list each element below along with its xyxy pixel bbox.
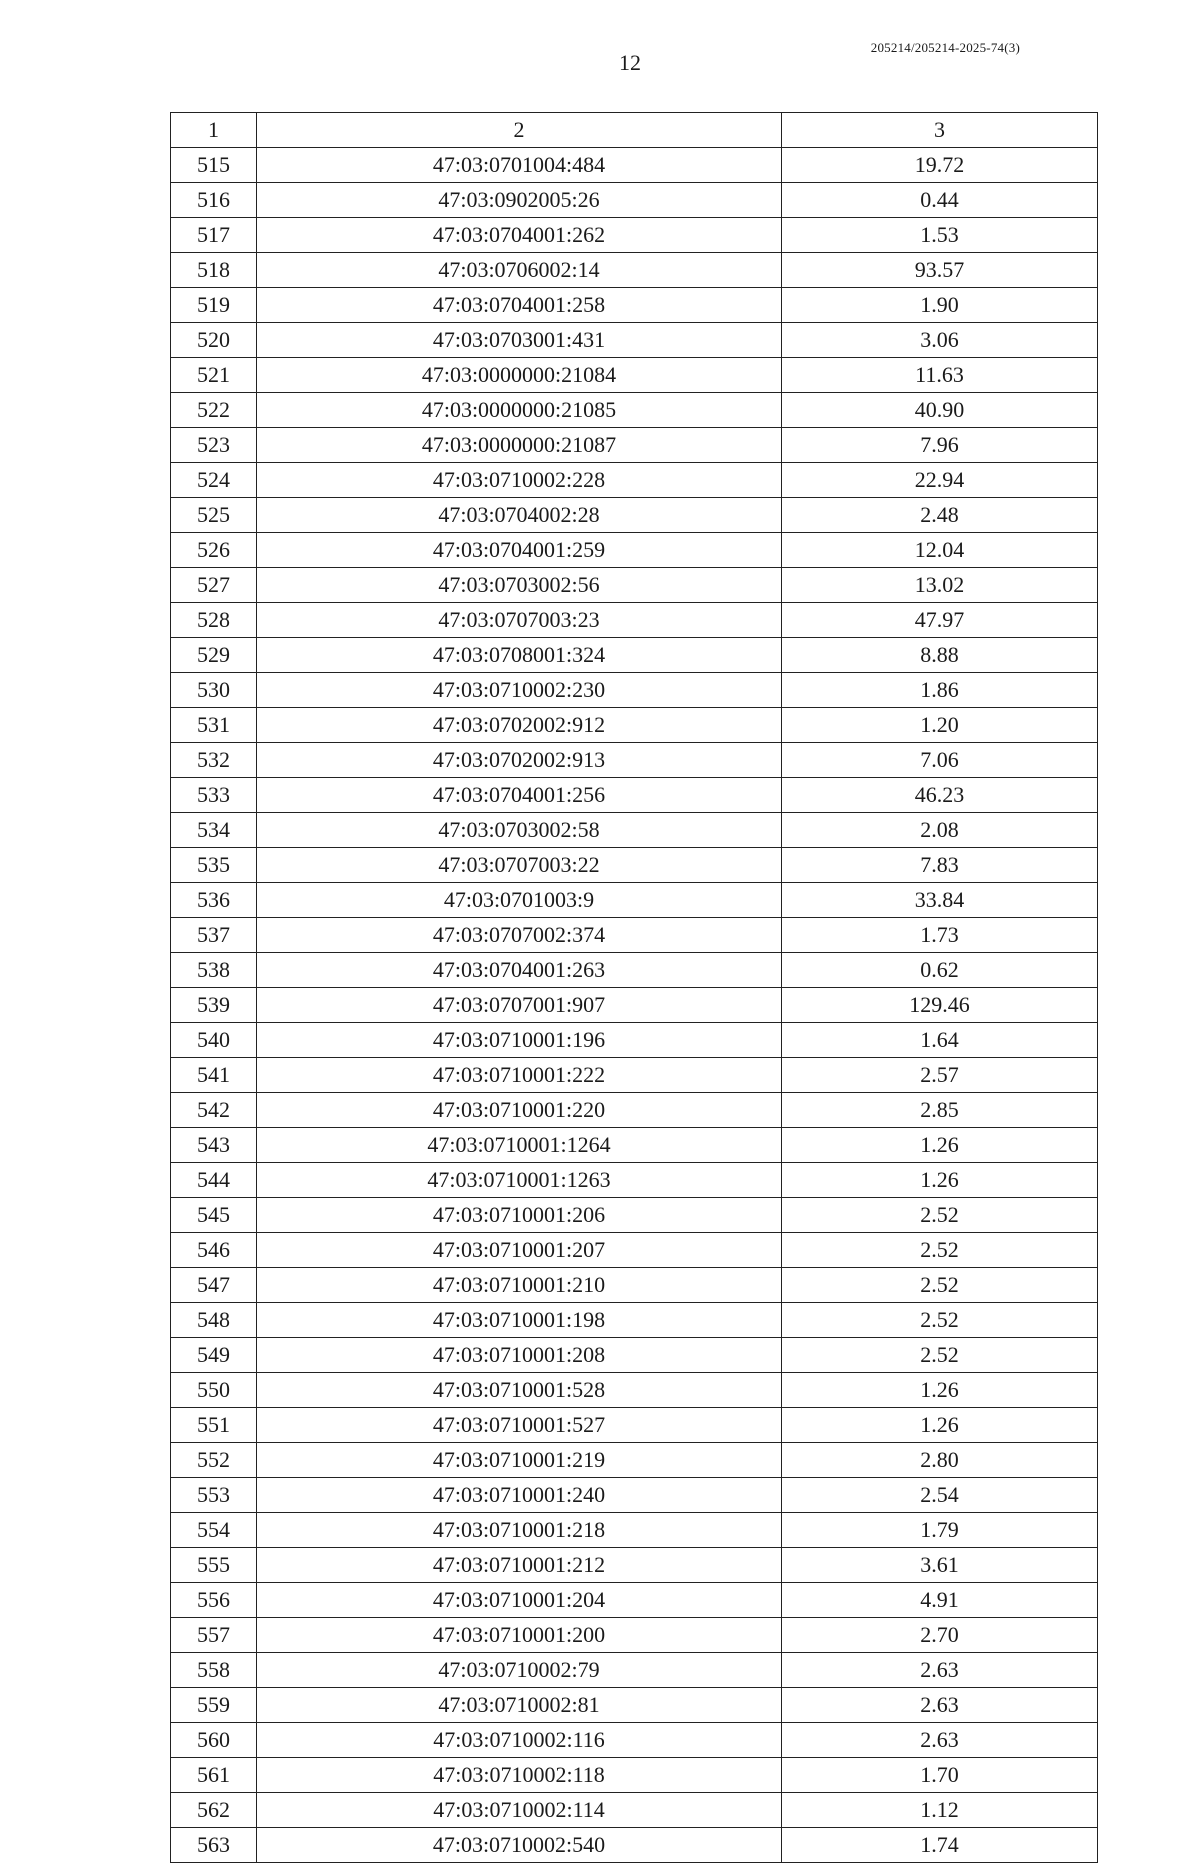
row-number-cell: 521 (171, 358, 257, 393)
value-cell: 13.02 (782, 568, 1098, 603)
table-row (171, 1373, 1098, 1408)
value-cell: 2.80 (782, 1443, 1098, 1478)
page-number: 12 (619, 50, 641, 75)
row-number-cell: 527 (171, 568, 257, 603)
value-cell: 3.06 (782, 323, 1098, 358)
cadastral-number-cell: 47:03:0710001:210 (257, 1268, 782, 1303)
cadastral-number-cell: 47:03:0707002:374 (257, 918, 782, 953)
table-row (171, 603, 1098, 638)
table-row (171, 533, 1098, 568)
table-row (171, 1268, 1098, 1303)
cadastral-number-cell: 47:03:0703001:431 (257, 323, 782, 358)
row-number-cell: 517 (171, 218, 257, 253)
value-cell: 3.61 (782, 1548, 1098, 1583)
row-number-cell: 526 (171, 533, 257, 568)
cadastral-number-cell: 47:03:0710001:1264 (257, 1128, 782, 1163)
row-number-cell: 522 (171, 393, 257, 428)
column-header-2: 2 (257, 113, 782, 148)
table-row (171, 498, 1098, 533)
table-row (171, 148, 1098, 183)
cadastral-number-cell: 47:03:0710001:212 (257, 1548, 782, 1583)
value-cell: 2.85 (782, 1093, 1098, 1128)
table-row (171, 1198, 1098, 1233)
table-row (171, 393, 1098, 428)
cadastral-number-cell: 47:03:0706002:14 (257, 253, 782, 288)
table-row (171, 848, 1098, 883)
cadastral-number-cell: 47:03:0704001:259 (257, 533, 782, 568)
row-number-cell: 559 (171, 1688, 257, 1723)
table-row (171, 1303, 1098, 1338)
table-row (171, 1828, 1098, 1863)
value-cell: 93.57 (782, 253, 1098, 288)
cadastral-number-cell: 47:03:0710001:204 (257, 1583, 782, 1618)
value-cell: 1.86 (782, 673, 1098, 708)
data-table (170, 112, 1098, 1863)
column-header-1: 1 (171, 113, 257, 148)
cadastral-number-cell: 47:03:0710002:540 (257, 1828, 782, 1863)
table-row (171, 1478, 1098, 1513)
table-row (171, 813, 1098, 848)
table-row (171, 1233, 1098, 1268)
value-cell: 2.52 (782, 1268, 1098, 1303)
row-number-cell: 519 (171, 288, 257, 323)
column-header-3: 3 (782, 113, 1098, 148)
value-cell: 0.62 (782, 953, 1098, 988)
row-number-cell: 538 (171, 953, 257, 988)
table-row (171, 253, 1098, 288)
cadastral-number-cell: 47:03:0704001:256 (257, 778, 782, 813)
row-number-cell: 553 (171, 1478, 257, 1513)
cadastral-number-cell: 47:03:0710001:206 (257, 1198, 782, 1233)
row-number-cell: 535 (171, 848, 257, 883)
row-number-cell: 562 (171, 1793, 257, 1828)
value-cell: 2.48 (782, 498, 1098, 533)
value-cell: 1.90 (782, 288, 1098, 323)
table-row (171, 708, 1098, 743)
cadastral-number-cell: 47:03:0704001:262 (257, 218, 782, 253)
table-row (171, 568, 1098, 603)
cadastral-number-cell: 47:03:0000000:21087 (257, 428, 782, 463)
cadastral-number-cell: 47:03:0710002:81 (257, 1688, 782, 1723)
value-cell: 1.74 (782, 1828, 1098, 1863)
cadastral-number-cell: 47:03:0000000:21085 (257, 393, 782, 428)
cadastral-number-cell: 47:03:0710001:219 (257, 1443, 782, 1478)
cadastral-number-cell: 47:03:0710002:79 (257, 1653, 782, 1688)
row-number-cell: 544 (171, 1163, 257, 1198)
value-cell: 47.97 (782, 603, 1098, 638)
table-row (171, 1758, 1098, 1793)
row-number-cell: 545 (171, 1198, 257, 1233)
row-number-cell: 547 (171, 1268, 257, 1303)
value-cell: 22.94 (782, 463, 1098, 498)
table-row (171, 1688, 1098, 1723)
value-cell: 1.12 (782, 1793, 1098, 1828)
value-cell: 2.57 (782, 1058, 1098, 1093)
row-number-cell: 530 (171, 673, 257, 708)
table-row (171, 358, 1098, 393)
value-cell: 2.52 (782, 1338, 1098, 1373)
value-cell: 2.52 (782, 1233, 1098, 1268)
cadastral-number-cell: 47:03:0710002:114 (257, 1793, 782, 1828)
row-number-cell: 560 (171, 1723, 257, 1758)
row-number-cell: 549 (171, 1338, 257, 1373)
value-cell: 2.52 (782, 1303, 1098, 1338)
cadastral-number-cell: 47:03:0902005:26 (257, 183, 782, 218)
value-cell: 46.23 (782, 778, 1098, 813)
row-number-cell: 551 (171, 1408, 257, 1443)
row-number-cell: 518 (171, 253, 257, 288)
cadastral-number-cell: 47:03:0710001:208 (257, 1338, 782, 1373)
cadastral-number-cell: 47:03:0707003:22 (257, 848, 782, 883)
table-row (171, 1443, 1098, 1478)
value-cell: 4.91 (782, 1583, 1098, 1618)
table-row (171, 1093, 1098, 1128)
value-cell: 12.04 (782, 533, 1098, 568)
value-cell: 7.96 (782, 428, 1098, 463)
cadastral-number-cell: 47:03:0710001:222 (257, 1058, 782, 1093)
row-number-cell: 541 (171, 1058, 257, 1093)
table-row (171, 673, 1098, 708)
row-number-cell: 552 (171, 1443, 257, 1478)
value-cell: 1.26 (782, 1373, 1098, 1408)
row-number-cell: 529 (171, 638, 257, 673)
row-number-cell: 539 (171, 988, 257, 1023)
cadastral-number-cell: 47:03:0710001:528 (257, 1373, 782, 1408)
value-cell: 1.20 (782, 708, 1098, 743)
row-number-cell: 515 (171, 148, 257, 183)
value-cell: 1.26 (782, 1128, 1098, 1163)
value-cell: 8.88 (782, 638, 1098, 673)
table-row (171, 1408, 1098, 1443)
cadastral-number-cell: 47:03:0710001:196 (257, 1023, 782, 1058)
table-row (171, 288, 1098, 323)
row-number-cell: 532 (171, 743, 257, 778)
value-cell: 1.26 (782, 1408, 1098, 1443)
row-number-cell: 540 (171, 1023, 257, 1058)
cadastral-number-cell: 47:03:0707001:907 (257, 988, 782, 1023)
table-row (171, 428, 1098, 463)
table-header-row (171, 113, 1098, 148)
row-number-cell: 558 (171, 1653, 257, 1688)
table-row (171, 323, 1098, 358)
row-number-cell: 524 (171, 463, 257, 498)
value-cell: 2.63 (782, 1688, 1098, 1723)
row-number-cell: 563 (171, 1828, 257, 1863)
value-cell: 0.44 (782, 183, 1098, 218)
cadastral-number-cell: 47:03:0703002:56 (257, 568, 782, 603)
table-row (171, 1513, 1098, 1548)
table-row (171, 1793, 1098, 1828)
row-number-cell: 534 (171, 813, 257, 848)
cadastral-number-cell: 47:03:0704001:263 (257, 953, 782, 988)
cadastral-number-cell: 47:03:0710001:220 (257, 1093, 782, 1128)
cadastral-number-cell: 47:03:0704001:258 (257, 288, 782, 323)
table-row (171, 1653, 1098, 1688)
value-cell: 7.06 (782, 743, 1098, 778)
table-row (171, 638, 1098, 673)
cadastral-number-cell: 47:03:0710002:228 (257, 463, 782, 498)
table-row (171, 743, 1098, 778)
cadastral-number-cell: 47:03:0702002:913 (257, 743, 782, 778)
table-row (171, 953, 1098, 988)
row-number-cell: 557 (171, 1618, 257, 1653)
value-cell: 7.83 (782, 848, 1098, 883)
cadastral-number-cell: 47:03:0710001:527 (257, 1408, 782, 1443)
table-row (171, 1338, 1098, 1373)
row-number-cell: 533 (171, 778, 257, 813)
row-number-cell: 525 (171, 498, 257, 533)
table-row (171, 1128, 1098, 1163)
value-cell: 1.26 (782, 1163, 1098, 1198)
row-number-cell: 537 (171, 918, 257, 953)
table-row (171, 778, 1098, 813)
cadastral-number-cell: 47:03:0708001:324 (257, 638, 782, 673)
table-row (171, 1548, 1098, 1583)
cadastral-number-cell: 47:03:0710002:118 (257, 1758, 782, 1793)
table-row (171, 1058, 1098, 1093)
row-number-cell: 523 (171, 428, 257, 463)
cadastral-number-cell: 47:03:0710001:198 (257, 1303, 782, 1338)
value-cell: 129.46 (782, 988, 1098, 1023)
row-number-cell: 531 (171, 708, 257, 743)
cadastral-number-cell: 47:03:0702002:912 (257, 708, 782, 743)
row-number-cell: 550 (171, 1373, 257, 1408)
table-row (171, 1163, 1098, 1198)
row-number-cell: 520 (171, 323, 257, 358)
row-number-cell: 554 (171, 1513, 257, 1548)
table-body (171, 148, 1098, 1863)
table-row (171, 1583, 1098, 1618)
value-cell: 40.90 (782, 393, 1098, 428)
value-cell: 33.84 (782, 883, 1098, 918)
table-row (171, 1723, 1098, 1758)
value-cell: 2.70 (782, 1618, 1098, 1653)
value-cell: 1.79 (782, 1513, 1098, 1548)
row-number-cell: 555 (171, 1548, 257, 1583)
cadastral-number-cell: 47:03:0703002:58 (257, 813, 782, 848)
table-row (171, 988, 1098, 1023)
value-cell: 2.63 (782, 1653, 1098, 1688)
table-row (171, 463, 1098, 498)
value-cell: 1.64 (782, 1023, 1098, 1058)
table-row (171, 1023, 1098, 1058)
row-number-cell: 516 (171, 183, 257, 218)
cadastral-number-cell: 47:03:0707003:23 (257, 603, 782, 638)
cadastral-number-cell: 47:03:0710001:218 (257, 1513, 782, 1548)
cadastral-number-cell: 47:03:0710001:200 (257, 1618, 782, 1653)
value-cell: 2.08 (782, 813, 1098, 848)
value-cell: 1.73 (782, 918, 1098, 953)
value-cell: 19.72 (782, 148, 1098, 183)
table-row (171, 218, 1098, 253)
value-cell: 11.63 (782, 358, 1098, 393)
value-cell: 2.54 (782, 1478, 1098, 1513)
value-cell: 2.63 (782, 1723, 1098, 1758)
cadastral-number-cell: 47:03:0710001:240 (257, 1478, 782, 1513)
row-number-cell: 556 (171, 1583, 257, 1618)
cadastral-number-cell: 47:03:0710002:230 (257, 673, 782, 708)
table-row (171, 1618, 1098, 1653)
row-number-cell: 561 (171, 1758, 257, 1793)
row-number-cell: 528 (171, 603, 257, 638)
row-number-cell: 543 (171, 1128, 257, 1163)
cadastral-number-cell: 47:03:0710001:207 (257, 1233, 782, 1268)
row-number-cell: 536 (171, 883, 257, 918)
table-row (171, 183, 1098, 218)
cadastral-number-cell: 47:03:0710002:116 (257, 1723, 782, 1758)
table-row (171, 883, 1098, 918)
value-cell: 1.70 (782, 1758, 1098, 1793)
cadastral-number-cell: 47:03:0000000:21084 (257, 358, 782, 393)
value-cell: 2.52 (782, 1198, 1098, 1233)
table-row (171, 918, 1098, 953)
cadastral-number-cell: 47:03:0701004:484 (257, 148, 782, 183)
cadastral-number-cell: 47:03:0710001:1263 (257, 1163, 782, 1198)
cadastral-number-cell: 47:03:0701003:9 (257, 883, 782, 918)
row-number-cell: 542 (171, 1093, 257, 1128)
row-number-cell: 546 (171, 1233, 257, 1268)
row-number-cell: 548 (171, 1303, 257, 1338)
cadastral-number-cell: 47:03:0704002:28 (257, 498, 782, 533)
document-reference: 205214/205214-2025-74(3) (870, 40, 1020, 55)
value-cell: 1.53 (782, 218, 1098, 253)
